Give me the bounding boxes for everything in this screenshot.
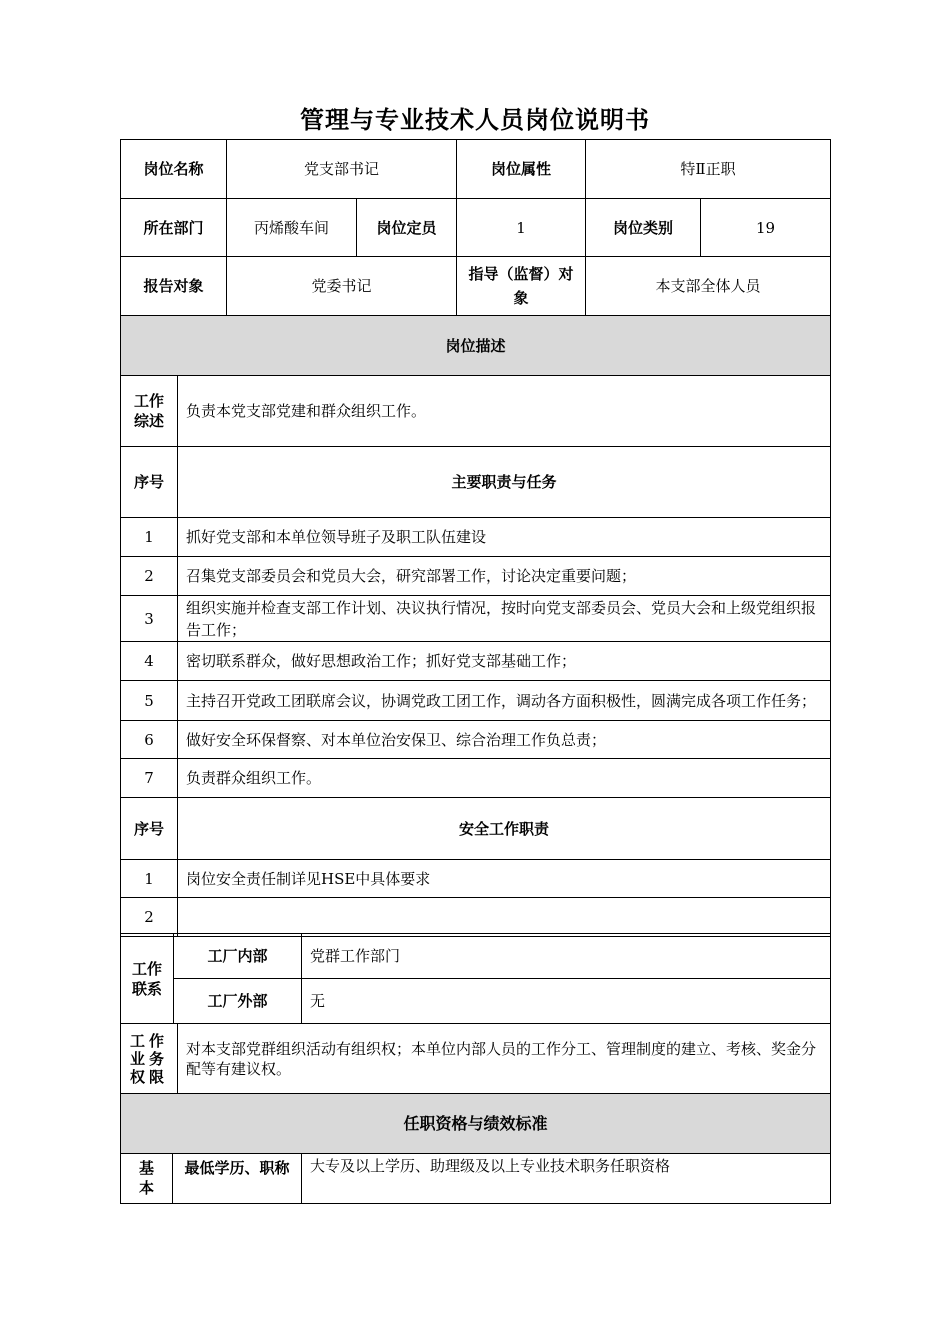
headcount-label: 岗位定员 <box>357 199 457 257</box>
safety-seq-label: 序号 <box>121 798 178 860</box>
contact-label: 工作联系 <box>121 934 174 1024</box>
duty-row <box>121 518 831 557</box>
authority-text: 对本支部党群组织活动有组织权；本单位内部人员的工作分工、管理制度的建立、考核、奖金分配等有建议权。 <box>178 1024 831 1094</box>
page-title: 管理与专业技术人员岗位说明书 <box>300 106 650 134</box>
safety-row <box>121 898 831 937</box>
description-section-title: 岗位描述 <box>121 316 831 376</box>
description-table <box>120 315 831 937</box>
department-label: 所在部门 <box>121 199 227 257</box>
authority-table <box>120 1023 831 1094</box>
duty-row <box>121 759 831 798</box>
duties-title: 主要职责与任务 <box>178 447 831 518</box>
safety-row <box>121 860 831 898</box>
contacts-table <box>120 933 831 1024</box>
report-to-value: 党委书记 <box>227 257 457 316</box>
external-label: 工厂外部 <box>174 979 302 1024</box>
safety-text <box>178 898 831 937</box>
education-value: 大专及以上学历、助理级及以上专业技术职务任职资格 <box>302 1154 831 1204</box>
report-to-label: 报告对象 <box>121 257 227 316</box>
duty-text: 负责群众组织工作。 <box>178 759 831 798</box>
duty-no: 4 <box>121 642 178 681</box>
education-label: 最低学历、职称 <box>173 1154 302 1204</box>
authority-label: 工作业务权限 <box>121 1024 178 1094</box>
headcount-value: 1 <box>457 199 586 257</box>
duty-text: 密切联系群众，做好思想政治工作；抓好党支部基础工作； <box>178 642 831 681</box>
attribute-label: 岗位属性 <box>457 140 586 199</box>
duty-row <box>121 721 831 759</box>
duty-no: 1 <box>121 518 178 557</box>
duty-row <box>121 642 831 681</box>
duty-no: 6 <box>121 721 178 759</box>
category-value: 19 <box>701 199 831 257</box>
category-label: 岗位类别 <box>586 199 701 257</box>
duty-text: 组织实施并检查支部工作计划、决议执行情况，按时向党支部委员会、党员大会和上级党组织报告工作； <box>178 596 831 642</box>
qualification-section-title: 任职资格与绩效标准 <box>121 1094 831 1154</box>
duty-text: 主持召开党政工团联席会议，协调党政工团工作，调动各方面积极性，圆满完成各项工作任务； <box>178 681 831 721</box>
duty-row <box>121 681 831 721</box>
qualification-table <box>120 1093 831 1204</box>
basic-label: 基本 <box>121 1154 173 1204</box>
duty-text: 做好安全环保督察、对本单位治安保卫、综合治理工作负总责； <box>178 721 831 759</box>
internal-label: 工厂内部 <box>174 934 302 979</box>
duty-no: 7 <box>121 759 178 798</box>
duty-text: 召集党支部委员会和党员大会，研究部署工作，讨论决定重要问题； <box>178 557 831 596</box>
department-value: 丙烯酸车间 <box>227 199 357 257</box>
supervise-label: 指导（监督）对象 <box>457 257 586 316</box>
duties-seq-label: 序号 <box>121 447 178 518</box>
attribute-value: 特Ⅱ正职 <box>586 140 831 199</box>
external-value: 无 <box>302 979 831 1024</box>
duty-no: 3 <box>121 596 178 642</box>
header-table <box>120 139 831 316</box>
safety-text: 岗位安全责任制详见HSE中具体要求 <box>178 860 831 898</box>
safety-no: 1 <box>121 860 178 898</box>
duty-row <box>121 557 831 596</box>
position-name: 党支部书记 <box>227 140 457 199</box>
position-name-label: 岗位名称 <box>121 140 227 199</box>
safety-title: 安全工作职责 <box>178 798 831 860</box>
supervise-value: 本支部全体人员 <box>586 257 831 316</box>
duty-no: 2 <box>121 557 178 596</box>
internal-value: 党群工作部门 <box>302 934 831 979</box>
duty-row <box>121 596 831 642</box>
summary-label: 工作综述 <box>121 376 178 447</box>
summary-text: 负责本党支部党建和群众组织工作。 <box>178 376 831 447</box>
duty-text: 抓好党支部和本单位领导班子及职工队伍建设 <box>178 518 831 557</box>
safety-no: 2 <box>121 898 178 937</box>
duty-no: 5 <box>121 681 178 721</box>
